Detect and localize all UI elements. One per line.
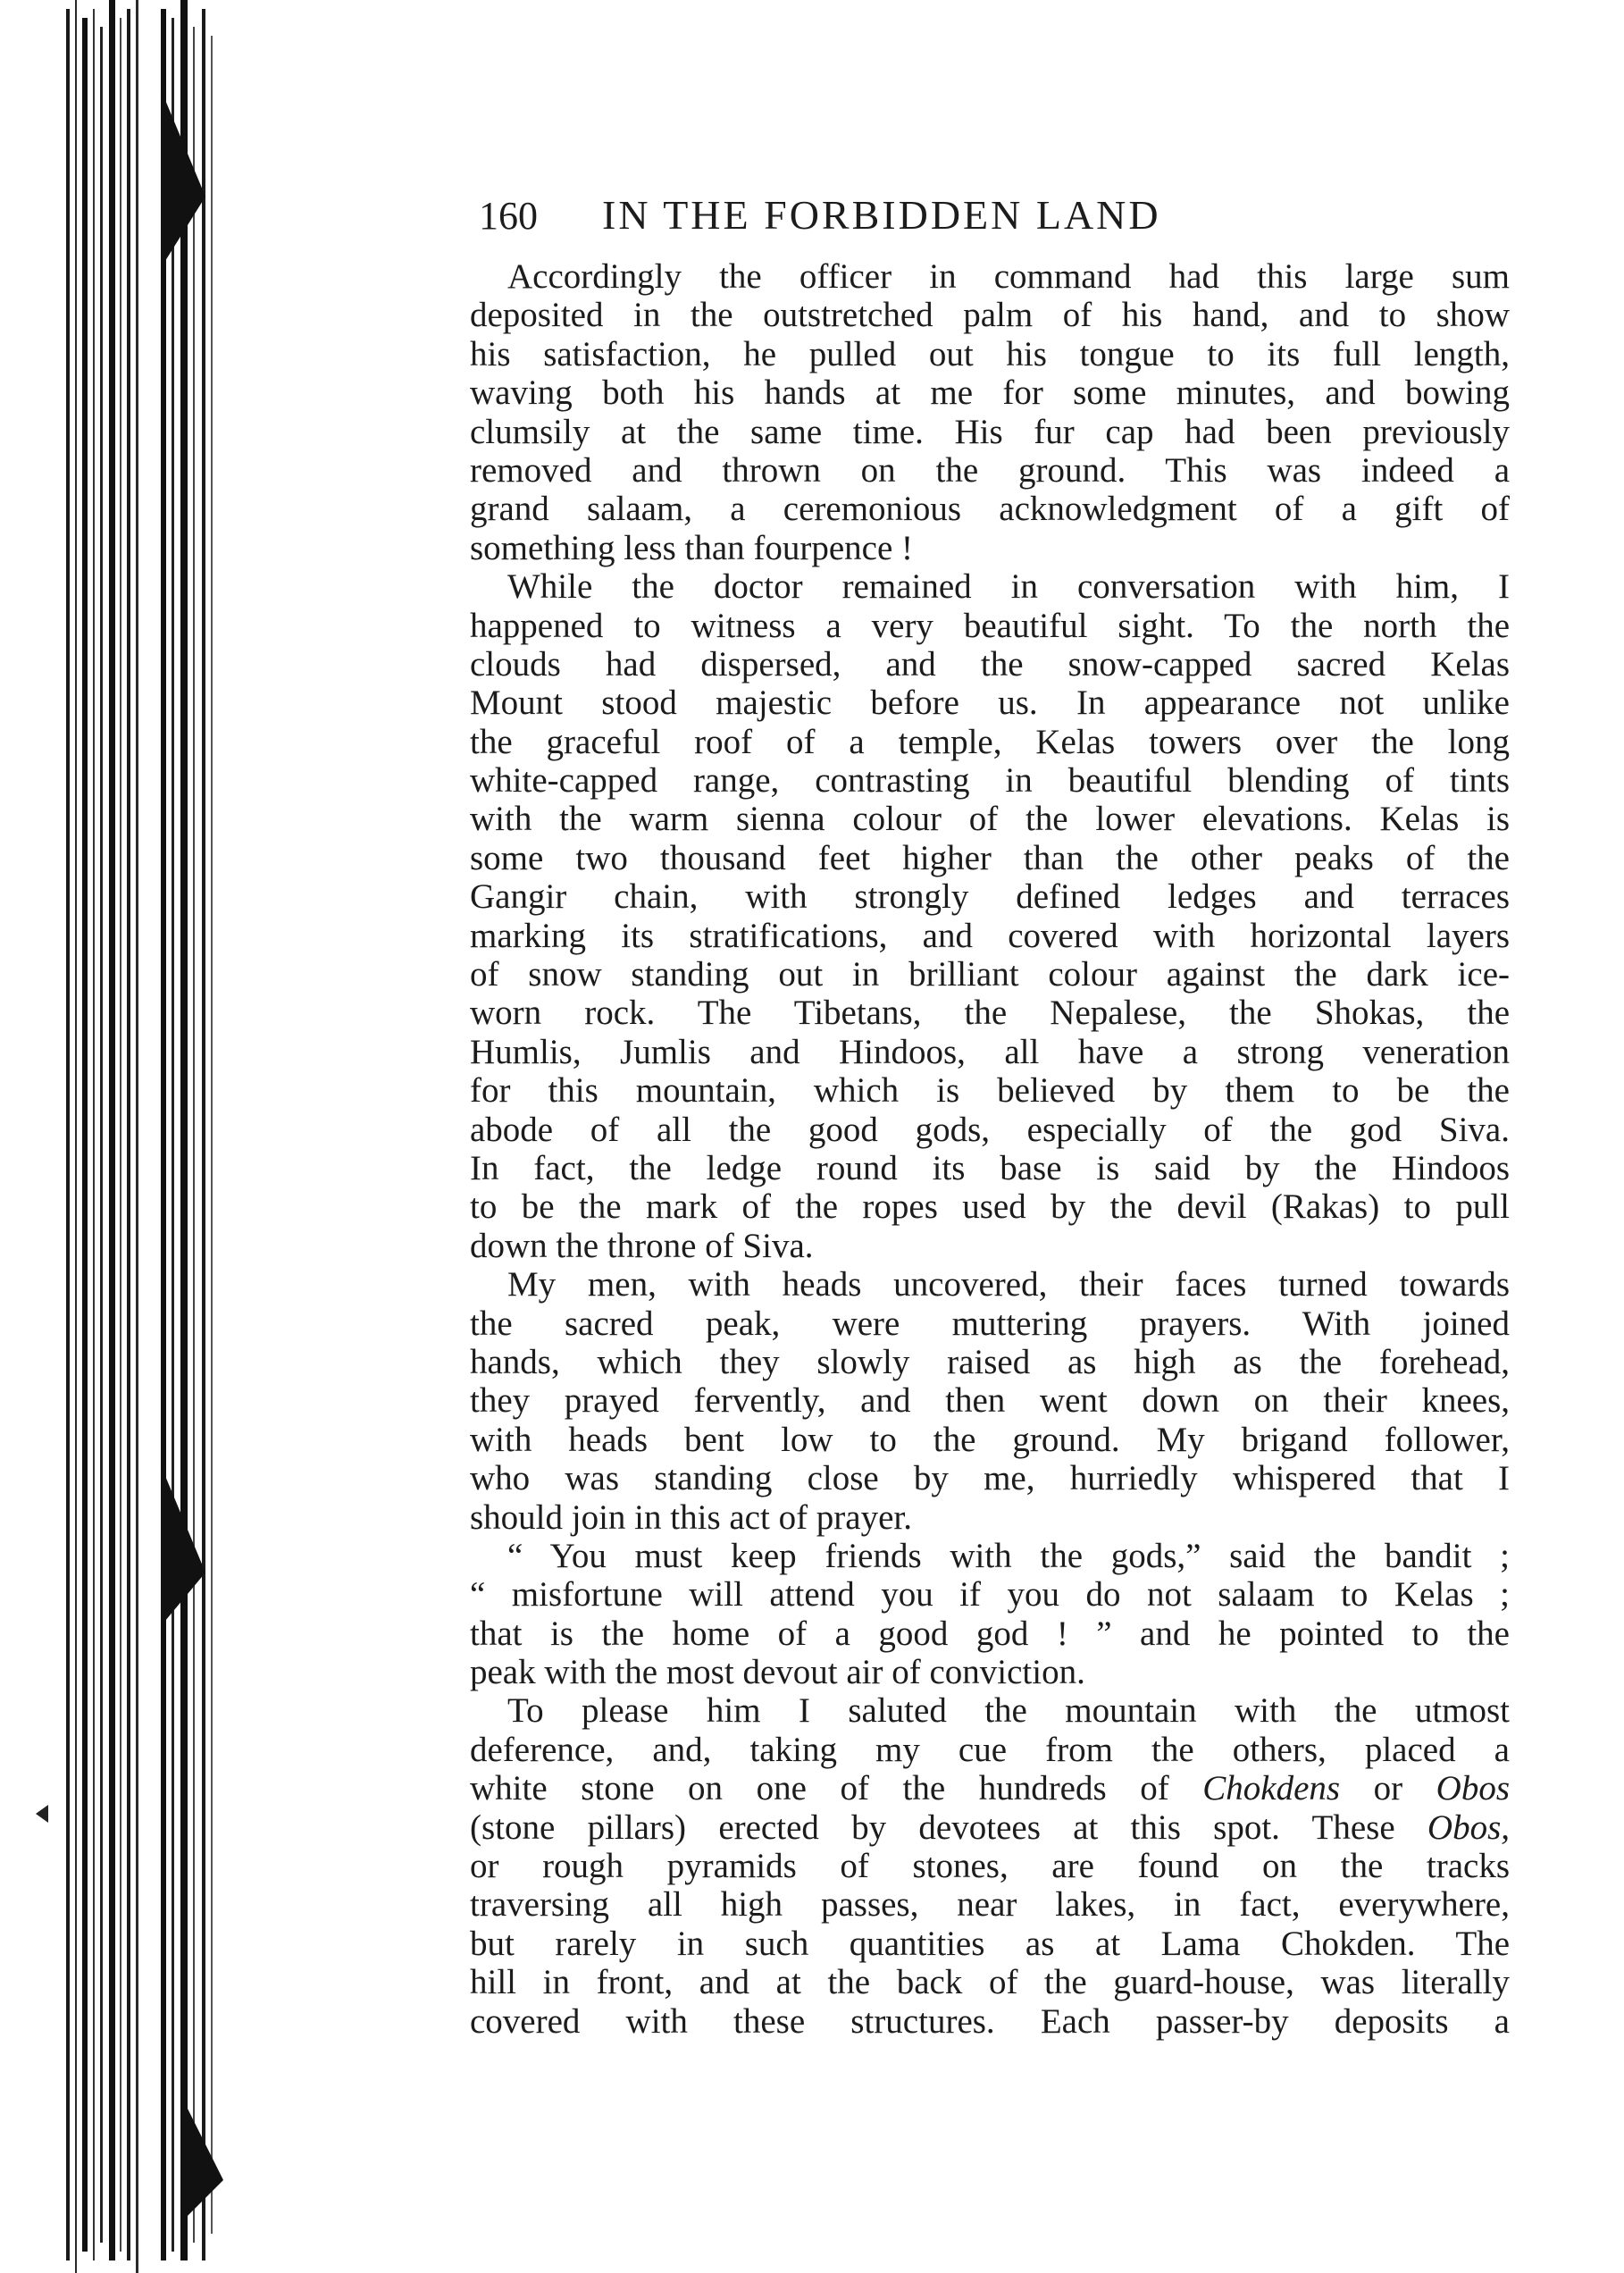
running-head [479, 184, 1515, 247]
text-line: white-capped range, contrasting in beautiful blending of tints [470, 761, 1510, 801]
text-line: hands, which they slowly raised as high as the forehead, [470, 1342, 1510, 1381]
text-line: some two thousand feet higher than the other peaks of the [470, 838, 1510, 877]
text-line: to be the mark of the ropes used by the devil (Rakas) to pull [470, 1187, 1510, 1227]
text-line: My men, with heads uncovered, their faces turned towards [507, 1265, 1510, 1304]
text-line: of snow standing out in brilliant colour against the dark ice- [470, 955, 1510, 994]
text-line: his satisfaction, he pulled out his tongue to its full length, [470, 334, 1510, 373]
text-line: that is the home of a good god ! ” and he pointed to the [470, 1614, 1510, 1653]
text-line: “ misfortune will attend you if you do not salaam to Kelas ; [470, 1575, 1510, 1615]
text-line: abode of all the good gods, especially of the god Siva. [470, 1110, 1510, 1149]
text-line: “ You must keep friends with the gods,” said the bandit ; [507, 1536, 1510, 1575]
text-line: Gangir chain, with strongly defined ledges and terraces [470, 877, 1510, 917]
text-line [470, 1808, 1510, 1847]
text-run: or [1340, 1769, 1436, 1808]
italic-term-chokdens: Chokdens [1202, 1769, 1341, 1808]
text-run: (stone pillars) erected by devotees at this spot. These [470, 1807, 1427, 1847]
text-line: who was standing close by me, hurriedly whispered that I [470, 1459, 1510, 1498]
text-line: with heads bent low to the ground. My brigand follower, [470, 1420, 1510, 1459]
text-line: but rarely in such quantities as at Lama Chokden. The [470, 1924, 1510, 1963]
text-line: with the warm sienna colour of the lower elevations. Kelas is [470, 800, 1510, 839]
text-line: they prayed fervently, and then went down on their knees, [470, 1381, 1510, 1421]
text-line: To please him I saluted the mountain with the utmost [507, 1691, 1510, 1731]
text-line: peak with the most devout air of conviction. [470, 1653, 1085, 1692]
text-line: for this mountain, which is believed by them to be the [470, 1071, 1510, 1111]
text-line: the sacred peak, were muttering prayers. With joined [470, 1304, 1510, 1343]
text-line: deference, and, taking my cue from the others, placed a [470, 1730, 1510, 1769]
body-text [470, 257, 1510, 2041]
text-line: Mount stood majestic before us. In appearance not unlike [470, 684, 1510, 723]
text-line: deposited in the outstretched palm of his hand, and to show [470, 296, 1510, 335]
italic-term-obos: Obos [1436, 1769, 1510, 1808]
text-line: happened to witness a very beautiful sight. To the north the [470, 606, 1510, 645]
text-line: waving both his hands at me for some minutes, and bowing [470, 373, 1510, 413]
text-line: traversing all high passes, near lakes, in fact, everywhere, [470, 1885, 1510, 1925]
text-line: should join in this act of prayer. [470, 1497, 913, 1537]
text-line: Accordingly the officer in command had this large sum [507, 257, 1510, 296]
text-line: something less than fourpence ! [470, 528, 914, 567]
book-binding-edge [27, 0, 223, 2273]
text-line: Humlis, Jumlis and Hindoos, all have a strong veneration [470, 1032, 1510, 1071]
text-line: hill in front, and at the back of the guard-house, was literally [470, 1963, 1510, 2002]
text-line [470, 1769, 1510, 1807]
italic-term-obos: Obos, [1427, 1807, 1510, 1847]
text-line: clouds had dispersed, and the snow-capped sacred Kelas [470, 644, 1510, 684]
text-line: covered with these structures. Each passer-by deposits a [470, 2001, 1510, 2041]
page-number: 160 [479, 194, 538, 238]
text-line: removed and thrown on the ground. This was indeed a [470, 450, 1510, 490]
text-line: grand salaam, a ceremonious acknowledgment of a gift of [470, 490, 1510, 529]
text-run: white stone on one of the hundreds of [470, 1769, 1203, 1808]
text-line: the graceful roof of a temple, Kelas towers over the long [470, 722, 1510, 761]
text-line: While the doctor remained in conversation with him, I [507, 567, 1510, 607]
book-title: IN THE FORBIDDEN LAND [602, 192, 1161, 238]
text-line: worn rock. The Tibetans, the Nepalese, the Shokas, the [470, 994, 1510, 1033]
text-line: In fact, the ledge round its base is said by the Hindoos [470, 1148, 1510, 1187]
text-line: clumsily at the same time. His fur cap had been previously [470, 412, 1510, 451]
text-line: down the throne of Siva. [470, 1226, 814, 1265]
text-line: marking its stratifications, and covered with horizontal layers [470, 916, 1510, 955]
text-line: or rough pyramids of stones, are found on the tracks [470, 1847, 1510, 1886]
